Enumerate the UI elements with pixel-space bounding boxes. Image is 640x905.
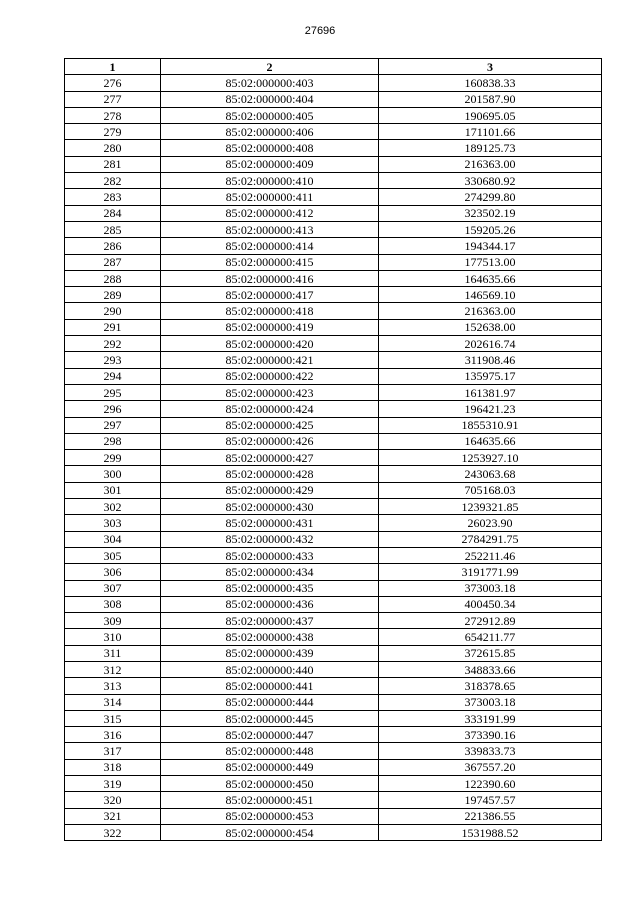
table-row bbox=[65, 547, 602, 563]
value-cell: 1531988.52 bbox=[379, 824, 602, 840]
row-number-cell: 307 bbox=[65, 580, 161, 596]
row-number-cell: 293 bbox=[65, 352, 161, 368]
table-row bbox=[65, 776, 602, 792]
cadastral-number-cell: 85:02:000000:422 bbox=[161, 368, 379, 384]
value-cell: 323502.19 bbox=[379, 205, 602, 221]
value-cell: 159205.26 bbox=[379, 221, 602, 237]
cadastral-number-cell: 85:02:000000:426 bbox=[161, 433, 379, 449]
cadastral-number-cell: 85:02:000000:410 bbox=[161, 173, 379, 189]
row-number-cell: 279 bbox=[65, 124, 161, 140]
row-number-cell: 292 bbox=[65, 336, 161, 352]
table-row bbox=[65, 91, 602, 107]
cadastral-number-cell: 85:02:000000:406 bbox=[161, 124, 379, 140]
cadastral-number-cell: 85:02:000000:445 bbox=[161, 710, 379, 726]
table-row bbox=[65, 580, 602, 596]
value-cell: 339833.73 bbox=[379, 743, 602, 759]
row-number-cell: 303 bbox=[65, 515, 161, 531]
cadastral-number-cell: 85:02:000000:423 bbox=[161, 384, 379, 400]
value-cell: 367557.20 bbox=[379, 759, 602, 775]
cadastral-number-cell: 85:02:000000:433 bbox=[161, 547, 379, 563]
table-row bbox=[65, 613, 602, 629]
cadastral-number-cell: 85:02:000000:440 bbox=[161, 661, 379, 677]
row-number-cell: 315 bbox=[65, 710, 161, 726]
row-number-cell: 281 bbox=[65, 156, 161, 172]
row-number-cell: 297 bbox=[65, 417, 161, 433]
row-number-cell: 301 bbox=[65, 482, 161, 498]
row-number-cell: 313 bbox=[65, 678, 161, 694]
value-cell: 705168.03 bbox=[379, 482, 602, 498]
cadastral-number-cell: 85:02:000000:415 bbox=[161, 254, 379, 270]
cadastral-number-cell: 85:02:000000:447 bbox=[161, 727, 379, 743]
row-number-cell: 322 bbox=[65, 824, 161, 840]
row-number-cell: 320 bbox=[65, 792, 161, 808]
value-cell: 190695.05 bbox=[379, 107, 602, 123]
table-row bbox=[65, 156, 602, 172]
data-table bbox=[64, 58, 602, 841]
header-row bbox=[65, 59, 602, 75]
cadastral-number-cell: 85:02:000000:419 bbox=[161, 319, 379, 335]
value-cell: 164635.66 bbox=[379, 433, 602, 449]
cadastral-number-cell: 85:02:000000:435 bbox=[161, 580, 379, 596]
row-number-cell: 287 bbox=[65, 254, 161, 270]
cadastral-number-cell: 85:02:000000:414 bbox=[161, 238, 379, 254]
table-row bbox=[65, 759, 602, 775]
cadastral-number-cell: 85:02:000000:431 bbox=[161, 515, 379, 531]
value-cell: 189125.73 bbox=[379, 140, 602, 156]
value-cell: 373390.16 bbox=[379, 727, 602, 743]
row-number-cell: 280 bbox=[65, 140, 161, 156]
value-cell: 3191771.99 bbox=[379, 564, 602, 580]
value-cell: 177513.00 bbox=[379, 254, 602, 270]
cadastral-number-cell: 85:02:000000:425 bbox=[161, 417, 379, 433]
table-row bbox=[65, 319, 602, 335]
row-number-cell: 296 bbox=[65, 401, 161, 417]
value-cell: 221386.55 bbox=[379, 808, 602, 824]
cadastral-number-cell: 85:02:000000:444 bbox=[161, 694, 379, 710]
cadastral-number-cell: 85:02:000000:412 bbox=[161, 205, 379, 221]
row-number-cell: 319 bbox=[65, 776, 161, 792]
table-row bbox=[65, 482, 602, 498]
row-number-cell: 309 bbox=[65, 613, 161, 629]
table-row bbox=[65, 564, 602, 580]
value-cell: 152638.00 bbox=[379, 319, 602, 335]
value-cell: 348833.66 bbox=[379, 661, 602, 677]
cadastral-number-cell: 85:02:000000:436 bbox=[161, 596, 379, 612]
table-row bbox=[65, 678, 602, 694]
cadastral-number-cell: 85:02:000000:420 bbox=[161, 336, 379, 352]
row-number-cell: 285 bbox=[65, 221, 161, 237]
value-cell: 161381.97 bbox=[379, 384, 602, 400]
table-row bbox=[65, 270, 602, 286]
cadastral-number-cell: 85:02:000000:421 bbox=[161, 352, 379, 368]
cadastral-number-cell: 85:02:000000:430 bbox=[161, 499, 379, 515]
value-cell: 146569.10 bbox=[379, 287, 602, 303]
cadastral-number-cell: 85:02:000000:450 bbox=[161, 776, 379, 792]
column-header-3: 3 bbox=[379, 59, 602, 75]
value-cell: 202616.74 bbox=[379, 336, 602, 352]
table-row bbox=[65, 808, 602, 824]
value-cell: 252211.46 bbox=[379, 547, 602, 563]
cadastral-number-cell: 85:02:000000:405 bbox=[161, 107, 379, 123]
table-row bbox=[65, 694, 602, 710]
value-cell: 2784291.75 bbox=[379, 531, 602, 547]
row-number-cell: 289 bbox=[65, 287, 161, 303]
row-number-cell: 314 bbox=[65, 694, 161, 710]
row-number-cell: 312 bbox=[65, 661, 161, 677]
cadastral-number-cell: 85:02:000000:451 bbox=[161, 792, 379, 808]
value-cell: 654211.77 bbox=[379, 629, 602, 645]
cadastral-number-cell: 85:02:000000:448 bbox=[161, 743, 379, 759]
table-row bbox=[65, 124, 602, 140]
cadastral-number-cell: 85:02:000000:432 bbox=[161, 531, 379, 547]
table-row bbox=[65, 596, 602, 612]
value-cell: 216363.00 bbox=[379, 156, 602, 172]
cadastral-number-cell: 85:02:000000:417 bbox=[161, 287, 379, 303]
table-row bbox=[65, 107, 602, 123]
column-header-1: 1 bbox=[65, 59, 161, 75]
table-row bbox=[65, 417, 602, 433]
table-row bbox=[65, 433, 602, 449]
row-number-cell: 284 bbox=[65, 205, 161, 221]
cadastral-number-cell: 85:02:000000:453 bbox=[161, 808, 379, 824]
table-row bbox=[65, 661, 602, 677]
row-number-cell: 295 bbox=[65, 384, 161, 400]
value-cell: 272912.89 bbox=[379, 613, 602, 629]
value-cell: 243063.68 bbox=[379, 466, 602, 482]
table-row bbox=[65, 368, 602, 384]
cadastral-number-cell: 85:02:000000:416 bbox=[161, 270, 379, 286]
row-number-cell: 316 bbox=[65, 727, 161, 743]
value-cell: 122390.60 bbox=[379, 776, 602, 792]
cadastral-number-cell: 85:02:000000:434 bbox=[161, 564, 379, 580]
row-number-cell: 286 bbox=[65, 238, 161, 254]
table-row bbox=[65, 710, 602, 726]
cadastral-number-cell: 85:02:000000:408 bbox=[161, 140, 379, 156]
table-row bbox=[65, 75, 602, 91]
table-row bbox=[65, 727, 602, 743]
row-number-cell: 310 bbox=[65, 629, 161, 645]
row-number-cell: 304 bbox=[65, 531, 161, 547]
column-header-2: 2 bbox=[161, 59, 379, 75]
cadastral-number-cell: 85:02:000000:418 bbox=[161, 303, 379, 319]
value-cell: 274299.80 bbox=[379, 189, 602, 205]
value-cell: 1253927.10 bbox=[379, 450, 602, 466]
table-row bbox=[65, 645, 602, 661]
table-row bbox=[65, 384, 602, 400]
value-cell: 333191.99 bbox=[379, 710, 602, 726]
table-row bbox=[65, 173, 602, 189]
row-number-cell: 294 bbox=[65, 368, 161, 384]
table-row bbox=[65, 352, 602, 368]
table-row bbox=[65, 254, 602, 270]
table-row bbox=[65, 140, 602, 156]
cadastral-number-cell: 85:02:000000:404 bbox=[161, 91, 379, 107]
table-row bbox=[65, 303, 602, 319]
cadastral-number-cell: 85:02:000000:413 bbox=[161, 221, 379, 237]
row-number-cell: 283 bbox=[65, 189, 161, 205]
value-cell: 196421.23 bbox=[379, 401, 602, 417]
row-number-cell: 305 bbox=[65, 547, 161, 563]
row-number-cell: 290 bbox=[65, 303, 161, 319]
row-number-cell: 298 bbox=[65, 433, 161, 449]
row-number-cell: 278 bbox=[65, 107, 161, 123]
table-row bbox=[65, 743, 602, 759]
cadastral-number-cell: 85:02:000000:427 bbox=[161, 450, 379, 466]
table-row bbox=[65, 450, 602, 466]
row-number-cell: 318 bbox=[65, 759, 161, 775]
table-row bbox=[65, 287, 602, 303]
value-cell: 372615.85 bbox=[379, 645, 602, 661]
value-cell: 373003.18 bbox=[379, 580, 602, 596]
table-row bbox=[65, 515, 602, 531]
value-cell: 400450.34 bbox=[379, 596, 602, 612]
value-cell: 160838.33 bbox=[379, 75, 602, 91]
cadastral-number-cell: 85:02:000000:439 bbox=[161, 645, 379, 661]
cadastral-number-cell: 85:02:000000:454 bbox=[161, 824, 379, 840]
value-cell: 1855310.91 bbox=[379, 417, 602, 433]
table-row bbox=[65, 336, 602, 352]
cadastral-number-cell: 85:02:000000:449 bbox=[161, 759, 379, 775]
table-row bbox=[65, 792, 602, 808]
cadastral-number-cell: 85:02:000000:428 bbox=[161, 466, 379, 482]
table-row bbox=[65, 499, 602, 515]
row-number-cell: 288 bbox=[65, 270, 161, 286]
value-cell: 330680.92 bbox=[379, 173, 602, 189]
value-cell: 26023.90 bbox=[379, 515, 602, 531]
value-cell: 216363.00 bbox=[379, 303, 602, 319]
value-cell: 311908.46 bbox=[379, 352, 602, 368]
cadastral-number-cell: 85:02:000000:437 bbox=[161, 613, 379, 629]
table-row bbox=[65, 824, 602, 840]
row-number-cell: 308 bbox=[65, 596, 161, 612]
row-number-cell: 300 bbox=[65, 466, 161, 482]
row-number-cell: 302 bbox=[65, 499, 161, 515]
table-row bbox=[65, 466, 602, 482]
value-cell: 164635.66 bbox=[379, 270, 602, 286]
value-cell: 318378.65 bbox=[379, 678, 602, 694]
value-cell: 171101.66 bbox=[379, 124, 602, 140]
table-row bbox=[65, 401, 602, 417]
value-cell: 201587.90 bbox=[379, 91, 602, 107]
cadastral-number-cell: 85:02:000000:441 bbox=[161, 678, 379, 694]
value-cell: 135975.17 bbox=[379, 368, 602, 384]
cadastral-number-cell: 85:02:000000:411 bbox=[161, 189, 379, 205]
table-header bbox=[65, 59, 602, 75]
row-number-cell: 317 bbox=[65, 743, 161, 759]
cadastral-number-cell: 85:02:000000:403 bbox=[161, 75, 379, 91]
row-number-cell: 276 bbox=[65, 75, 161, 91]
cadastral-number-cell: 85:02:000000:409 bbox=[161, 156, 379, 172]
value-cell: 194344.17 bbox=[379, 238, 602, 254]
row-number-cell: 299 bbox=[65, 450, 161, 466]
row-number-cell: 321 bbox=[65, 808, 161, 824]
value-cell: 1239321.85 bbox=[379, 499, 602, 515]
table-row bbox=[65, 189, 602, 205]
cadastral-number-cell: 85:02:000000:438 bbox=[161, 629, 379, 645]
cadastral-number-cell: 85:02:000000:424 bbox=[161, 401, 379, 417]
page-number: 27696 bbox=[304, 25, 336, 37]
value-cell: 197457.57 bbox=[379, 792, 602, 808]
row-number-cell: 311 bbox=[65, 645, 161, 661]
table-body bbox=[65, 75, 602, 841]
table-row bbox=[65, 205, 602, 221]
table-row bbox=[65, 531, 602, 547]
table-row bbox=[65, 238, 602, 254]
table-row bbox=[65, 629, 602, 645]
row-number-cell: 282 bbox=[65, 173, 161, 189]
row-number-cell: 277 bbox=[65, 91, 161, 107]
value-cell: 373003.18 bbox=[379, 694, 602, 710]
row-number-cell: 306 bbox=[65, 564, 161, 580]
cadastral-number-cell: 85:02:000000:429 bbox=[161, 482, 379, 498]
row-number-cell: 291 bbox=[65, 319, 161, 335]
table-row bbox=[65, 221, 602, 237]
